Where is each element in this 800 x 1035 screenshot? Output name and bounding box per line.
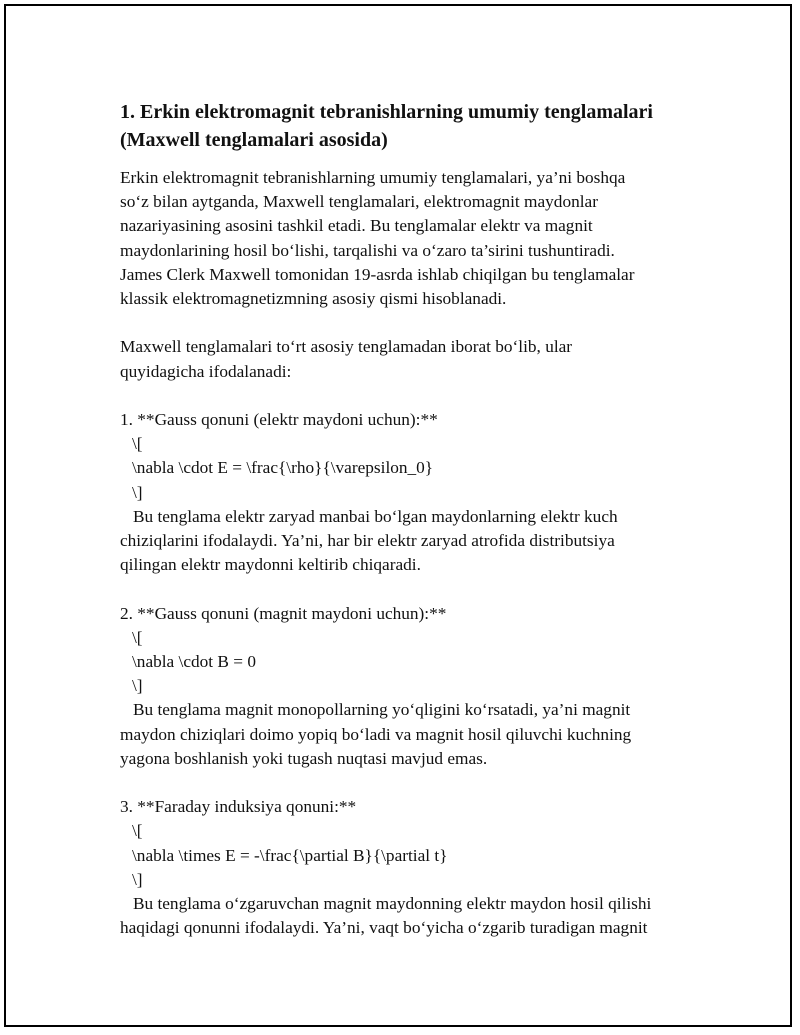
equation-open-delimiter: \[ [132, 627, 143, 647]
indent-space [120, 507, 133, 526]
paragraph-gap [120, 384, 700, 408]
equation-formula: \nabla \cdot E = \frac{\rho}{\varepsilon_0} [132, 458, 434, 478]
equation-item-1 [120, 408, 700, 577]
equation-explanation [120, 698, 700, 771]
equation-close-delimiter: \] [132, 482, 143, 502]
paragraph-gap [120, 577, 700, 601]
lead-paragraph: Maxwell tenglamalari to‘rt asosiy tenglamadan iborat bo‘lib, ular quyidagicha ifodalanadi: [120, 337, 573, 381]
page-frame [4, 4, 792, 1027]
indent-space [120, 700, 133, 719]
explanation-text: Bu tenglama elektr zaryad manbai bo‘lgan maydonlarning elektr kuch chiziqlarini ifodalaydi. Ya’ni, har bir elektr zaryad atrofida distributsiya qilingan elektr maydonni keltirib chiqaradi. [120, 506, 618, 575]
equation-heading: 3. **Faraday induksiya qonuni:** [120, 797, 357, 817]
document-body [120, 98, 700, 940]
equation-item-3 [120, 795, 700, 940]
explanation-text: Bu tenglama magnit monopollarning yo‘qligini ko‘rsatadi, ya’ni magnit maydon chiziqlari doimo yopiq bo‘ladi va magnit hosil qiluvchi kuchning yagona boshlanish yoki tugash nuqtasi mavjud emas. [120, 700, 632, 768]
equation-close-delimiter: \] [132, 676, 143, 696]
paragraph-gap [120, 311, 700, 335]
equation-explanation [120, 892, 700, 940]
equation-open-delimiter: \[ [132, 434, 143, 454]
equation-explanation [120, 505, 700, 578]
equation-close-delimiter: \] [132, 869, 143, 889]
explanation-text: Bu tenglama o‘zgaruvchan magnit maydonning elektr maydon hosil qilishi haqidagi qonunni ifodalaydi. Ya’ni, vaqt bo‘yicha o‘zgarib turadigan magnit [120, 894, 652, 938]
intro-paragraph: Erkin elektromagnit tebranishlarning umumiy tenglamalari, ya’ni boshqa so‘z bilan aytganda, Maxwell tenglamalari, elektromagnit maydonlar nazariyasining asosini tashkil etadi. Bu tenglamalar elektr va magnit maydonlarining hosil bo‘lishi, tarqalishi va o‘zaro ta’sirini tushuntiradi. James Clerk Maxwell tomonidan 19-asrda ishlab chiqilgan bu tenglamalar klassik elektromagnetizmning asosiy qismi hisoblanadi. [120, 168, 635, 309]
paragraph-gap [120, 771, 700, 795]
equation-formula: \nabla \times E = -\frac{\partial B}{\partial t} [132, 845, 448, 865]
equation-item-2 [120, 602, 700, 771]
equation-heading: 1. **Gauss qonuni (elektr maydoni uchun):** [120, 410, 438, 429]
equation-heading: 2. **Gauss qonuni (magnit maydoni uchun):** [120, 603, 447, 623]
equation-formula: \nabla \cdot B = 0 [132, 652, 256, 672]
indent-space [120, 894, 133, 913]
equation-open-delimiter: \[ [132, 821, 143, 841]
document-title: 1. Erkin elektromagnit tebranishlarning umumiy tenglamalari (Maxwell tenglamalari asosida) [120, 101, 653, 151]
